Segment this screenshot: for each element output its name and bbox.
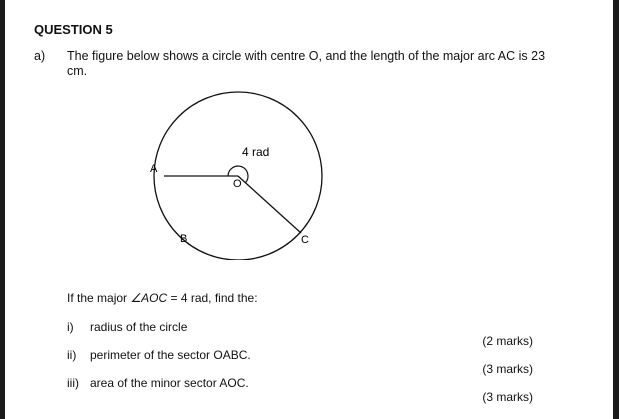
question-heading: QUESTION 5 bbox=[34, 22, 113, 37]
subquestion-text: area of the minor sector AOC. bbox=[90, 376, 249, 390]
left-edge-bar bbox=[0, 0, 5, 419]
subquestion-number: iii) bbox=[67, 376, 79, 390]
subquestion-marks: (2 marks) bbox=[482, 334, 533, 348]
label-o: O bbox=[233, 178, 242, 190]
label-a: A bbox=[150, 163, 158, 175]
circle-figure bbox=[140, 90, 340, 260]
subquestion-number: ii) bbox=[67, 348, 77, 362]
subquestion-text: radius of the circle bbox=[90, 320, 188, 334]
subquestion-marks: (3 marks) bbox=[482, 390, 533, 404]
subquestion-marks: (3 marks) bbox=[482, 362, 533, 376]
right-edge-bar bbox=[613, 0, 619, 419]
label-b: B bbox=[180, 233, 188, 245]
prompt-prefix: If the major bbox=[67, 291, 128, 305]
angle-label: 4 rad bbox=[242, 145, 270, 159]
question-prompt bbox=[67, 291, 258, 305]
part-label: a) bbox=[34, 49, 46, 63]
intro-text: The figure below shows a circle with centre O, and the length of the major arc AC is 23 cm. bbox=[67, 49, 546, 78]
prompt-suffix: = 4 rad, find the: bbox=[170, 291, 258, 305]
angle-symbol: ∠AOC bbox=[130, 291, 168, 305]
subquestion-text: perimeter of the sector OABC. bbox=[90, 348, 251, 362]
radius-oc bbox=[238, 176, 301, 233]
label-c: C bbox=[301, 234, 309, 246]
subquestion-number: i) bbox=[67, 320, 74, 334]
